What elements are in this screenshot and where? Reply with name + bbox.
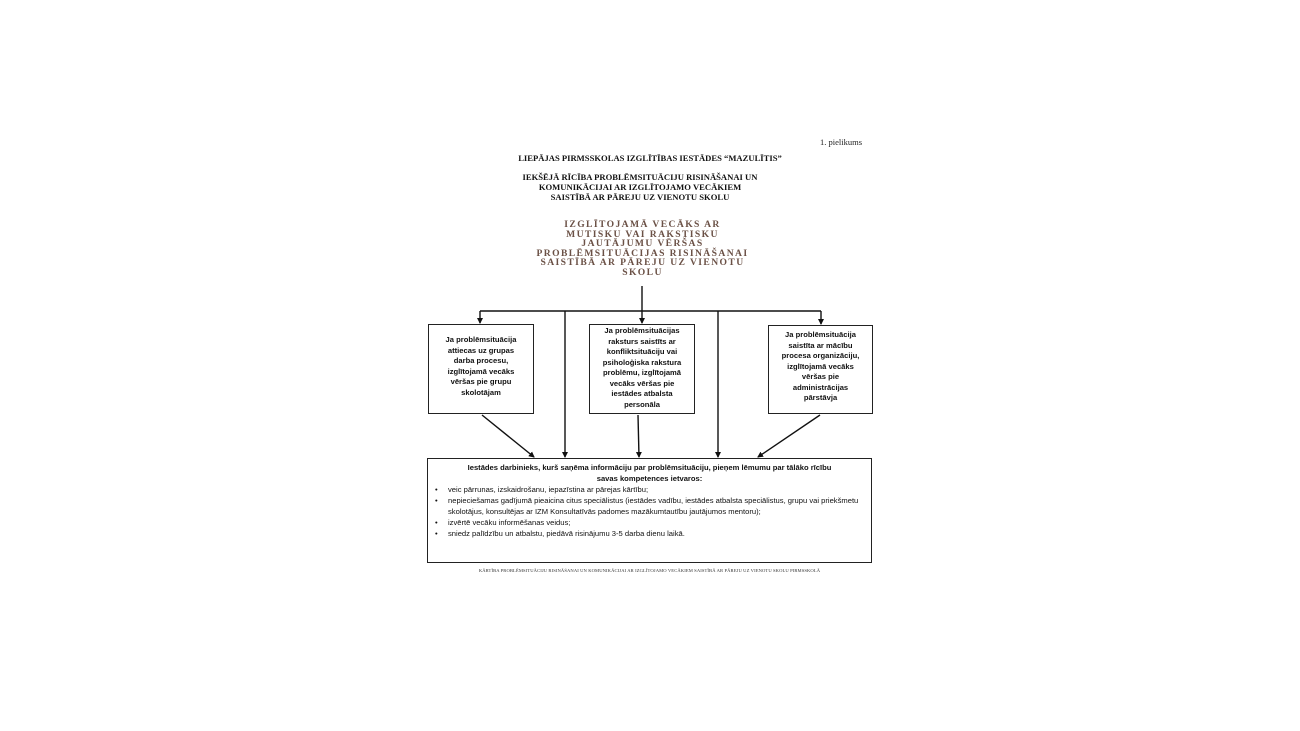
outcome-item: • izvērtē vecāku informēšanas veidus; — [444, 517, 865, 528]
start-node-line: JAUTĀJUMU VĒRŠAS — [581, 238, 704, 250]
branch-line: Ja problēmsituācijas — [604, 326, 680, 335]
arrow-branch-3-to-outcome — [758, 415, 820, 457]
branch-line: skolotājam — [461, 387, 501, 397]
start-node-line: IZGLĪTOJAMĀ VECĀKS AR — [564, 219, 721, 230]
outcome-title-line: Iestādes darbinieks, kurš saņēma informāciju par problēmsituāciju, pieņem lēmumu par tālāko rīcību — [467, 463, 832, 472]
footer-caption: KĀRTĪBA PROBLĒMSITUĀCIJU RISINĀŠANAI UN KOMUNIKĀCIJAI AR IZGLĪTOJAMO VECĀKIEM SAISTĪBĀ AR PĀREJU UZ VIENOTU SKOLU PIRMSSKOLĀ — [478, 568, 821, 573]
branch-line: vēršas pie — [801, 372, 840, 381]
branch-line: izglītojamā vecāks — [787, 361, 854, 371]
outcome-item: • nepieciešamas gadījumā pieaicina citus speciālistus (iestādes vadību, iestādes atbalsta speciālistus, grupu vai priekšmetu skolotājus, konsultējas ar IZM Konsultatīvās padomes mazākumtautību jautājumos mentoru); — [444, 495, 865, 517]
branch-line: konfliktsituāciju vai — [606, 347, 678, 356]
branch-line: darba procesu, — [453, 356, 509, 365]
branch-support-staff — [589, 324, 695, 414]
outcome-box — [427, 458, 872, 563]
branch-line: vēršas pie grupu — [450, 377, 512, 386]
branch-group-teacher — [428, 324, 534, 414]
branch-line: procesa organizāciju, — [781, 351, 860, 360]
procedure-title-line: IEKŠĒJĀ RĪCĪBA PROBLĒMSITUĀCIJU RISINĀŠANAI UN — [522, 172, 758, 182]
branch-line: iestādes atbalsta — [611, 389, 673, 398]
procedure-title-line: KOMUNIKĀCIJAI AR IZGLĪTOJAMO VECĀKIEM — [538, 182, 742, 192]
branch-line: psiholoģiska rakstura — [602, 357, 682, 367]
outcome-title-line: savas kompetences ietvaros: — [596, 474, 703, 483]
branch-line: Ja problēmsituācija — [445, 335, 517, 344]
annex-label: 1. pielikums — [819, 137, 862, 147]
start-node-line: SKOLU — [622, 266, 663, 278]
branch-administration — [768, 325, 873, 414]
start-node-line: SAISTĪBĀ AR PĀREJU UZ VIENOTU — [540, 257, 745, 269]
branch-line: pārstāvja — [803, 393, 838, 402]
branch-line: administrācijas — [792, 382, 849, 392]
outcome-list — [434, 484, 865, 539]
branch-line: Ja problēmsituācija — [785, 330, 856, 339]
branch-line: attiecas uz grupas — [447, 345, 515, 355]
branch-line: raksturs saistīts ar — [608, 336, 676, 346]
branch-line: saistīta ar mācību — [788, 340, 853, 350]
branch-line: vecāks vēršas pie — [609, 378, 675, 388]
start-node-line: MUTISKU VAI RAKSTISKU — [566, 228, 719, 240]
start-node-line: PROBLĒMSITUĀCIJAS RISINĀŠANAI — [536, 247, 749, 259]
outcome-item: • veic pārrunas, izskaidrošanu, iepazīstina ar pārejas kārtību; — [444, 484, 865, 495]
arrow-branch-2-to-outcome — [638, 415, 639, 457]
branch-line: izglītojamā vecāks — [447, 366, 515, 376]
procedure-title-line: SAISTĪBĀ AR PĀREJU UZ VIENOTU SKOLU — [550, 192, 730, 202]
branch-line: problēmu, izglītojamā — [602, 368, 682, 377]
arrow-branch-1-to-outcome — [482, 415, 534, 457]
outcome-title — [434, 462, 865, 484]
outcome-item: • sniedz palīdzību un atbalstu, piedāvā risinājumu 3-5 darba dienu laikā. — [444, 528, 865, 539]
institution-title: LIEPĀJAS PIRMSSKOLAS IZGLĪTĪBAS IESTĀDES “MAZULĪTIS” — [518, 153, 782, 163]
branch-line: personāla — [624, 399, 660, 409]
